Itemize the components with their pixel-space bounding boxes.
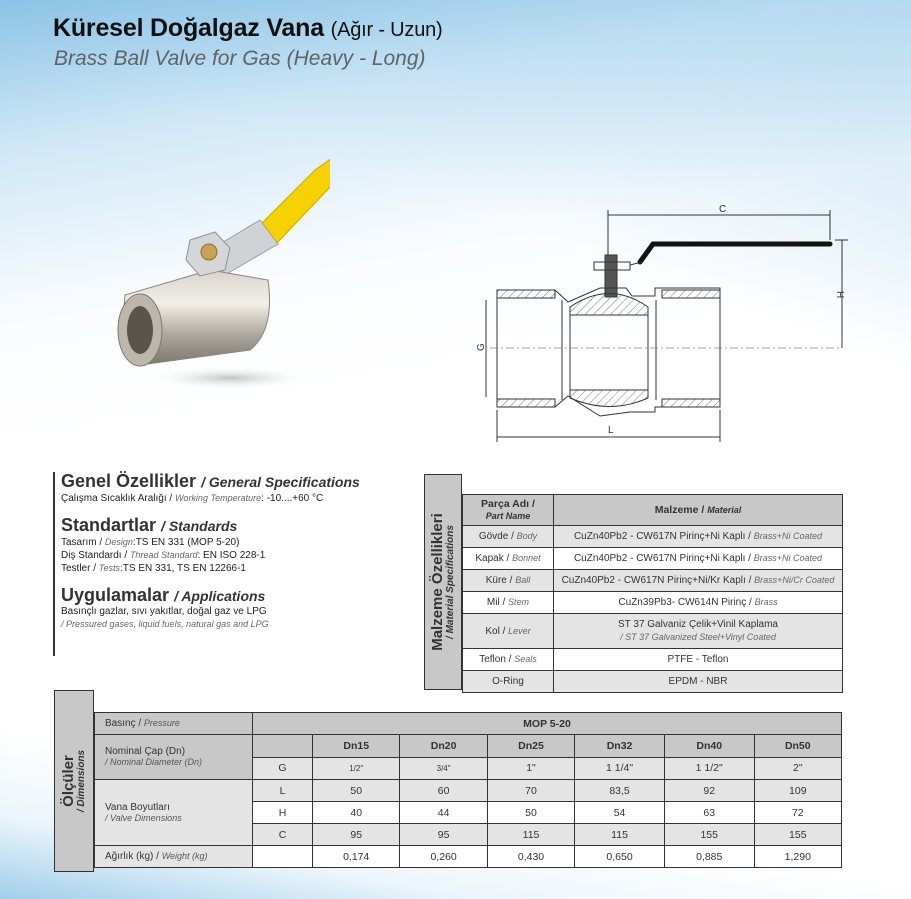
table-row: O-Ring EPDM - NBR [463, 671, 843, 693]
l-row: Vana Boyutları / Valve Dimensions L 50 60 70 83,5 92 109 [95, 780, 842, 802]
dim-label-g: G [476, 343, 487, 351]
dim-label-h: H [834, 291, 845, 299]
dim-label-c: C [719, 204, 727, 215]
table-row: Kapak / Bonnet CuZn40Pb2 - CW617N Pirinç+Ni Kaplı / Brass+Ni Coated [463, 548, 843, 570]
pressure-row: Basınç / Pressure MOP 5-20 [95, 713, 842, 735]
page-subtitle: Brass Ball Valve for Gas (Heavy - Long) [54, 47, 426, 70]
size-header-row: Nominal Çap (Dn) / Nominal Diameter (Dn) Dn15 Dn20 Dn25 Dn32 Dn40 Dn50 [95, 735, 842, 758]
materials-table [462, 494, 843, 693]
table-row: Gövde / Body CuZn40Pb2 - CW617N Pirinç+Ni Kaplı / Brass+Ni Coated [463, 526, 843, 548]
standard-design: Tasarım / Design:TS EN 331 (MOP 5-20) [61, 537, 240, 548]
table-row: Mil / Stem CuZn39Pb3- CW614N Pirinç / Brass [463, 592, 843, 614]
pressure-value: MOP 5-20 [253, 713, 842, 735]
table-row: Kol / Lever ST 37 Galvaniz Çelik+Vinil Kaplama / ST 37 Galvanized Steel+Vinyl Coated [463, 614, 843, 649]
dimensions-table [94, 712, 842, 868]
table-row: Küre / Ball CuZn40Pb2 - CW617N Pirinç+Ni/Kr Kaplı / Brass+Ni/Cr Coated [463, 570, 843, 592]
g-row: G 1/2" 3/4" 1" 1 1/4" 1 1/2" 2" [95, 757, 842, 780]
weight-row: Ağırlık (kg) / Weight (kg) 0,174 0,260 0,430 0,650 0,885 1,290 [95, 846, 842, 868]
general-specs-section [53, 472, 413, 656]
general-specs-heading: Genel Özellikler / General Specifications [61, 471, 360, 491]
dimensions-section [54, 690, 843, 872]
page-title [53, 14, 443, 43]
applications-en: / Pressured gases, liquid fuels, natural gas and LPG [61, 619, 269, 629]
dimensions-side-label: Ölçüler / Dimensions [54, 690, 94, 872]
materials-side-label: Malzeme Özellikleri / Material Specifications [424, 474, 462, 690]
product-photo [100, 140, 330, 410]
title-tr-suffix: (Ağır - Uzun) [330, 19, 443, 41]
title-tr: Küresel Doğalgaz Vana [53, 14, 324, 42]
applications-heading: Uygulamalar / Applications [61, 585, 266, 605]
h-row: H 40 44 50 54 63 72 [95, 802, 842, 824]
standard-tests: Testler / Tests:TS EN 331, TS EN 12266-1 [61, 563, 246, 574]
col-part-name: Parça Adı / Part Name [463, 495, 554, 526]
applications-tr: Basınçlı gazlar, sıvı yakıtlar, doğal gaz ve LPG [61, 606, 267, 617]
c-row: C 95 95 115 115 155 155 [95, 824, 842, 846]
dim-label-l: L [608, 425, 614, 436]
standards-heading: Standartlar / Standards [61, 515, 238, 535]
col-material: Malzeme / Material [554, 495, 843, 526]
working-temperature: Çalışma Sıcaklık Aralığı / Working Temperature: -10....+60 °C [61, 493, 324, 504]
technical-drawing [470, 200, 850, 450]
standard-thread: Diş Standardı / Thread Standard: EN ISO 228-1 [61, 550, 266, 561]
materials-section [424, 474, 844, 690]
table-row: Teflon / Seals PTFE - Teflon [463, 649, 843, 671]
